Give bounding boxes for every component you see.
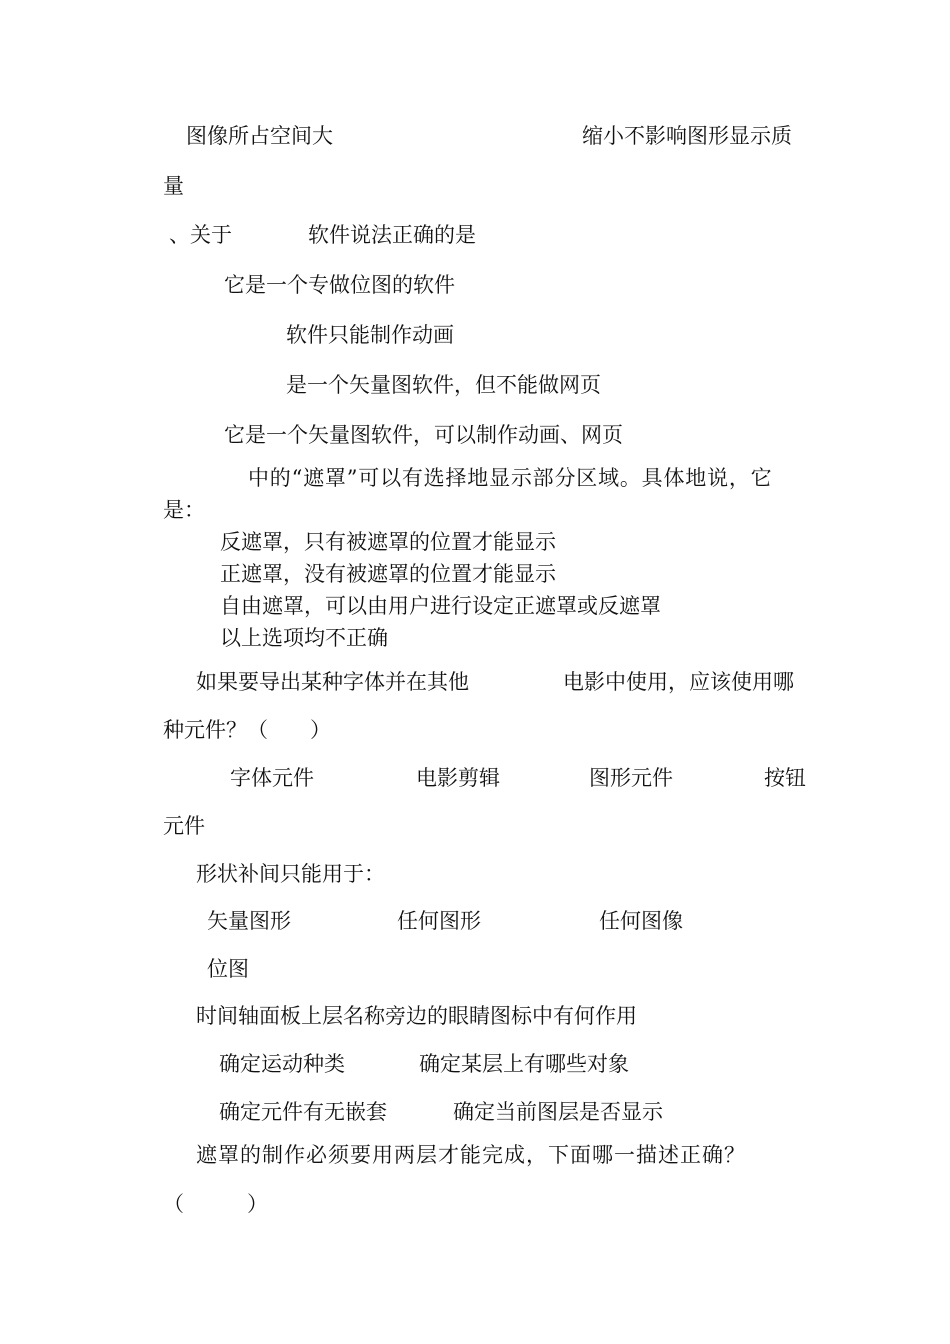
option-text-continued: 量 (163, 174, 184, 198)
question-stem-continued: 是： (163, 498, 205, 522)
option-text: 是一个矢量图软件，但不能做网页 (286, 373, 601, 397)
question-stem: 电影中使用，应该使用哪 (563, 670, 794, 694)
answer-blank: （ ） (163, 1192, 268, 1216)
question-stem: 中的“遮罩”可以有选择地显示部分区域。具体地说，它 (248, 466, 773, 490)
option-text: 正遮罩，没有被遮罩的位置才能显示 (220, 562, 556, 586)
option-text: 电影剪辑 (416, 766, 500, 790)
option-text: 以上选项均不正确 (220, 626, 388, 650)
option-text: 按钮 (764, 766, 806, 790)
option-text: 字体元件 (230, 766, 314, 790)
option-text: 位图 (207, 957, 249, 981)
option-text: 矢量图形 (207, 909, 291, 933)
option-text: 反遮罩，只有被遮罩的位置才能显示 (220, 530, 556, 554)
option-text: 缩小不影响图形显示质 (582, 124, 792, 148)
option-text: 确定运动种类 (219, 1052, 345, 1076)
question-stem: 如果要导出某种字体并在其他 (196, 670, 469, 694)
question-stem: 软件说法正确的是 (308, 223, 476, 247)
question-stem: 形状补间只能用于： (196, 862, 385, 886)
option-text: 确定元件有无嵌套 (219, 1100, 387, 1124)
option-text: 任何图像 (599, 909, 683, 933)
question-stem: 遮罩的制作必须要用两层才能完成，下面哪一描述正确？ (196, 1143, 746, 1167)
question-stem: 、关于 (169, 223, 232, 247)
option-text: 软件只能制作动画 (286, 323, 454, 347)
option-text: 图像所占空间大 (186, 124, 333, 148)
option-text: 确定某层上有哪些对象 (419, 1052, 629, 1076)
option-text-continued: 元件 (163, 814, 205, 838)
option-text: 任何图形 (397, 909, 481, 933)
option-text: 它是一个矢量图软件，可以制作动画、网页 (224, 423, 623, 447)
question-stem-continued: 种元件？（ ） (163, 718, 331, 742)
option-text: 它是一个专做位图的软件 (224, 273, 455, 297)
option-text: 确定当前图层是否显示 (453, 1100, 663, 1124)
option-text: 图形元件 (589, 766, 673, 790)
question-stem: 时间轴面板上层名称旁边的眼睛图标中有何作用 (196, 1004, 637, 1028)
option-text: 自由遮罩，可以由用户进行设定正遮罩或反遮罩 (220, 594, 661, 618)
